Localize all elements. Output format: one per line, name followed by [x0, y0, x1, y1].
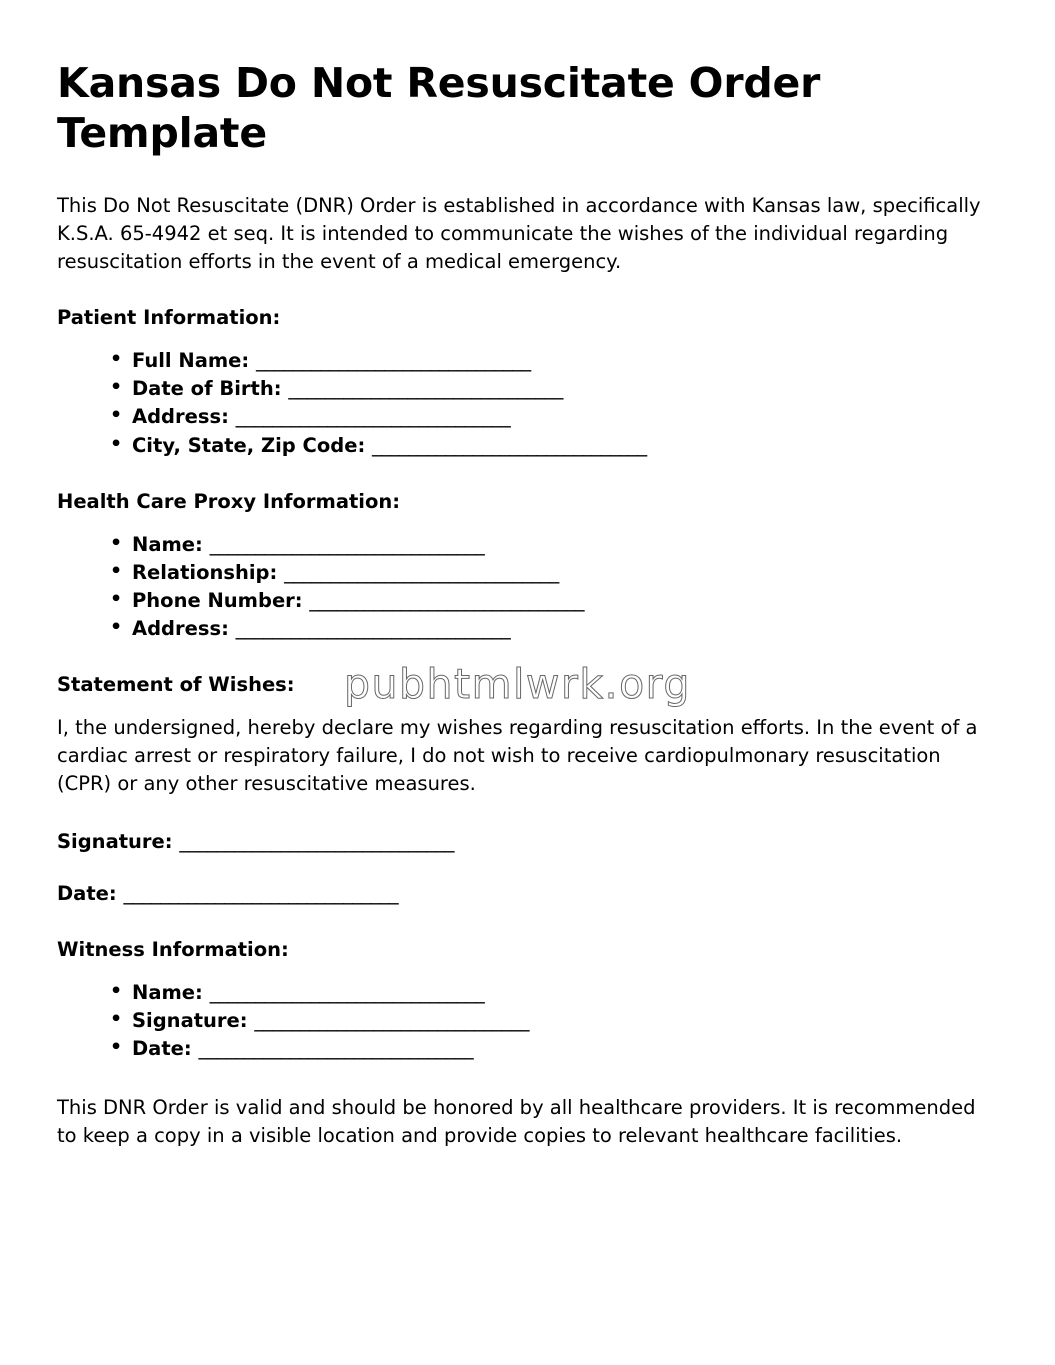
closing-paragraph: This DNR Order is valid and should be honored by all healthcare providers. It is recommended to keep a copy in a visible location and provide copies to relevant healthcare facilities. — [57, 1095, 976, 1147]
health-care-proxy-field-list — [57, 531, 985, 643]
field-label: Name: — [132, 532, 203, 556]
signature-line — [57, 828, 985, 856]
list-item — [110, 1007, 985, 1035]
intro-paragraph: This Do Not Resuscitate (DNR) Order is established in accordance with Kansas law, specifically K.S.A. 65-4942 et seq. It is intended to communicate the wishes of the individual regarding resuscitation efforts in the event of a medical emergency. — [57, 194, 981, 274]
field-label: Address: — [132, 405, 229, 429]
field-blank[interactable]: ______________________________ — [209, 981, 485, 1005]
field-blank[interactable]: ______________________________ — [254, 1009, 529, 1033]
list-item — [110, 531, 985, 559]
page-title: Kansas Do Not Resuscitate Order Template — [57, 59, 821, 158]
field-blank[interactable]: ______________________________ — [235, 616, 511, 640]
statement-of-wishes-text: I, the undersigned, hereby declare my wishes regarding resuscitation efforts. In the event of a cardiac arrest or respiratory failure, I do not wish to receive cardiopulmonary resuscitation (CPR) or any other resuscitative measures. — [57, 715, 978, 796]
section-heading-health-care-proxy: Health Care Proxy Information: — [57, 489, 401, 513]
field-label: Relationship: — [132, 560, 278, 584]
field-label: Phone Number: — [132, 588, 303, 612]
list-item — [110, 1035, 985, 1063]
field-blank[interactable]: ______________________________ — [309, 588, 584, 612]
signature-label: Signature: — [57, 830, 173, 854]
field-blank[interactable]: ______________________________ — [372, 433, 647, 457]
statement-of-wishes-block — [57, 673, 985, 798]
field-label: Name: — [132, 981, 203, 1005]
watermark-text: pubhtmlwrk.org — [344, 660, 691, 708]
section-heading-statement-of-wishes: Statement of Wishes: — [57, 672, 295, 696]
list-item — [110, 615, 985, 643]
field-blank[interactable]: ______________________________ — [288, 377, 563, 401]
list-item — [110, 979, 985, 1007]
list-item — [110, 559, 985, 587]
signature-blank[interactable]: ______________________________ — [179, 830, 454, 854]
field-blank[interactable]: ______________________________ — [198, 1037, 474, 1061]
field-label: Full Name: — [132, 349, 250, 373]
list-item — [110, 403, 985, 431]
witness-information-field-list — [57, 979, 985, 1063]
field-blank[interactable]: ______________________________ — [256, 349, 531, 373]
field-blank[interactable]: ______________________________ — [284, 560, 559, 584]
field-blank[interactable]: ______________________________ — [209, 532, 485, 556]
section-heading-witness-information: Witness Information: — [57, 938, 289, 962]
list-item — [110, 587, 985, 615]
list-item — [110, 375, 985, 403]
field-label: City, State, Zip Code: — [132, 433, 366, 457]
field-label: Date of Birth: — [132, 377, 282, 401]
date-blank[interactable]: ______________________________ — [123, 882, 399, 906]
field-label: Address: — [132, 616, 229, 640]
patient-information-field-list — [57, 347, 985, 459]
field-label: Date: — [132, 1037, 192, 1061]
section-heading-patient-information: Patient Information: — [57, 306, 281, 330]
list-item — [110, 432, 985, 460]
date-label: Date: — [57, 882, 117, 906]
field-blank[interactable]: ______________________________ — [235, 405, 511, 429]
field-label: Signature: — [132, 1009, 248, 1033]
date-line — [57, 880, 985, 908]
list-item — [110, 347, 985, 375]
